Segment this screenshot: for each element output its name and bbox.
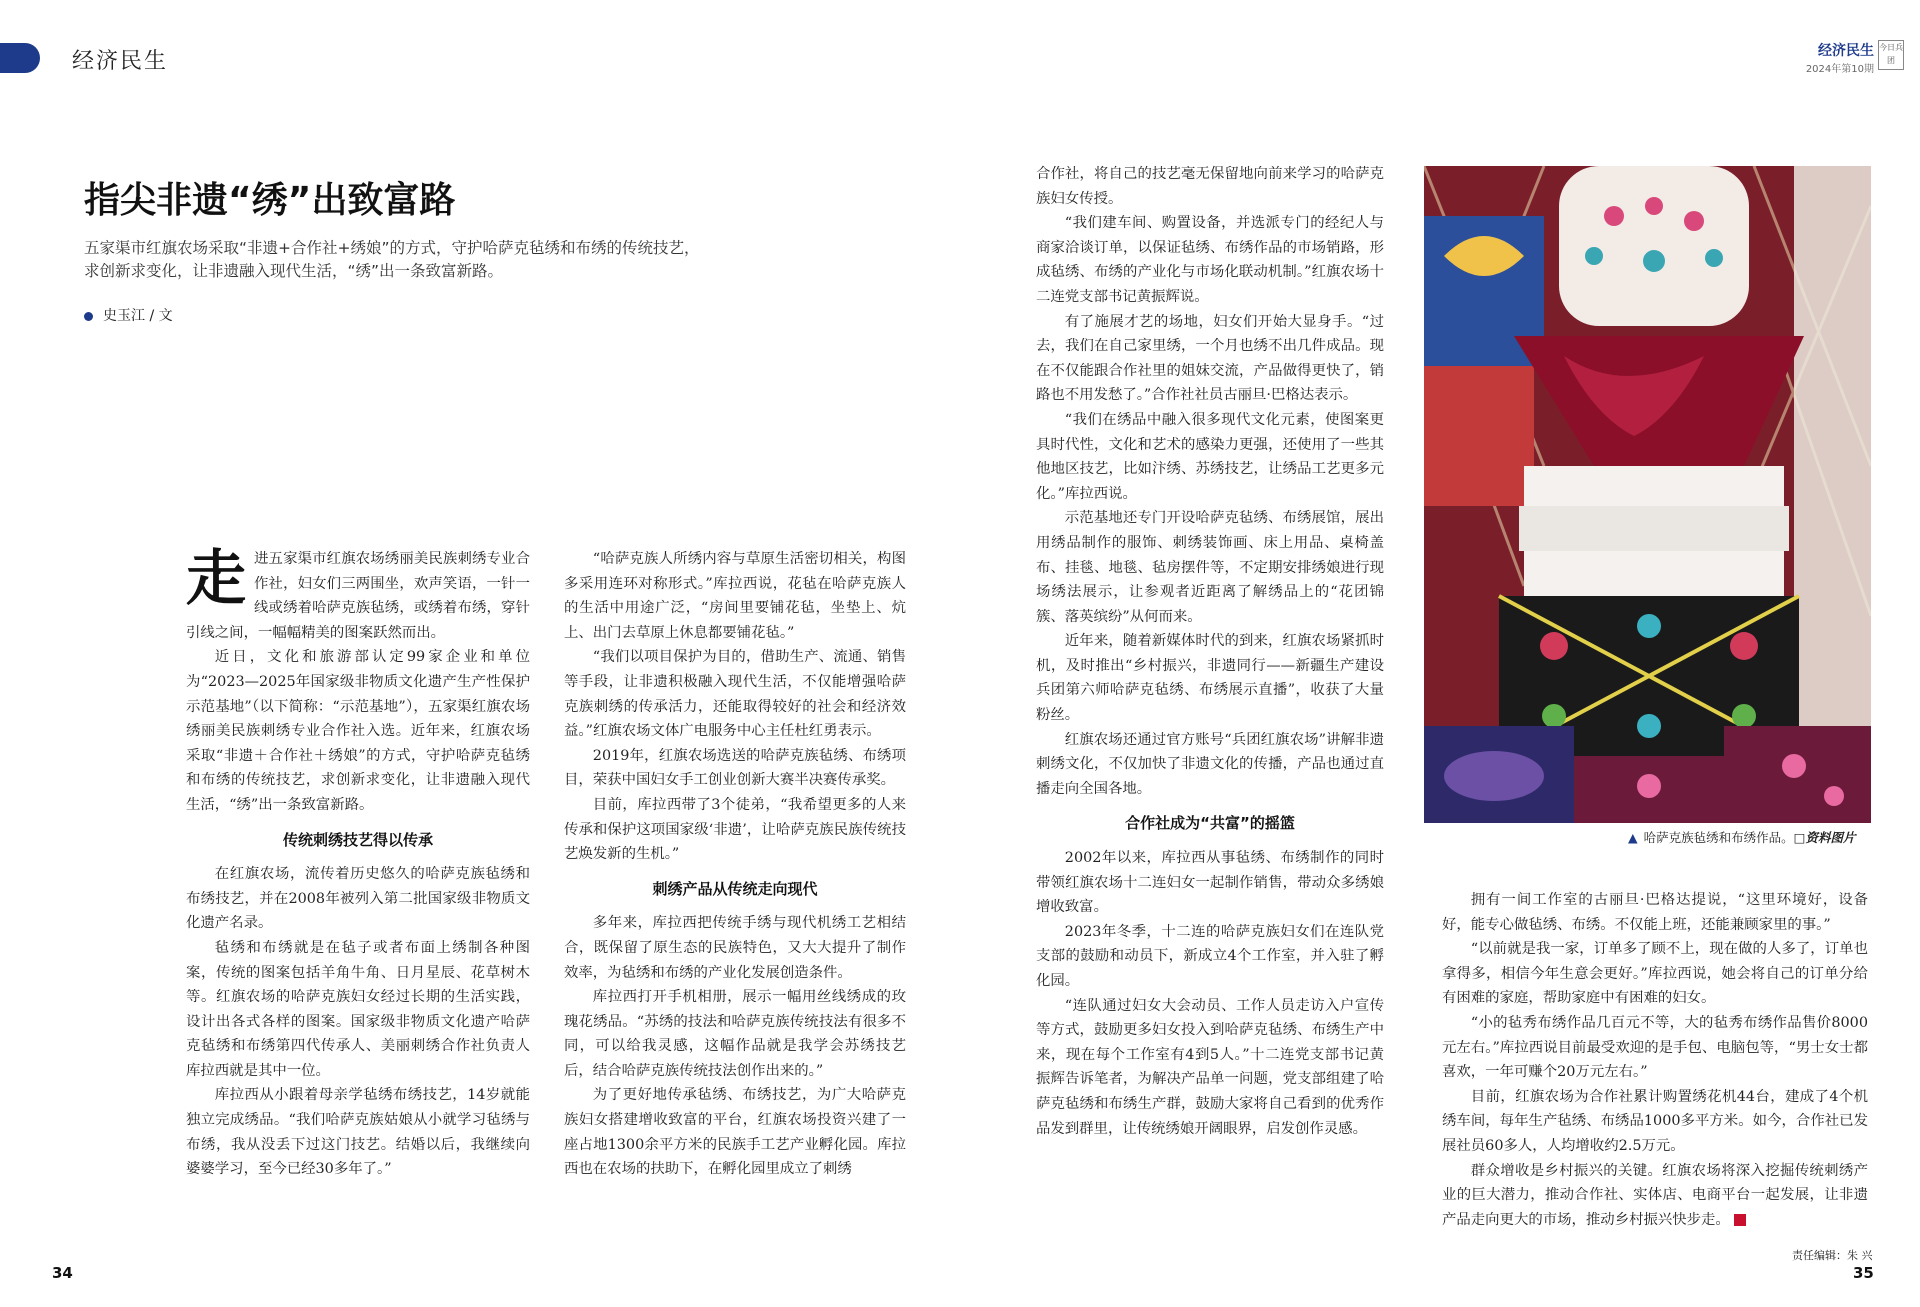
paragraph: 多年来，库拉西把传统手绣与现代机绣工艺相结合，既保留了原生态的民族特色，又大大提升了制作效率，为毡绣和布绣的产业化发展创造条件。: [564, 915, 906, 981]
issue-label: 2024年第10期: [1805, 64, 1874, 75]
paragraph: 拥有一间工作室的古丽旦·巴格达提说，“这里环境好，设备好，能专心做毡绣、布绣。不仅能上班，还能兼顾家里的事。”: [1442, 892, 1868, 933]
paragraph: 在红旗农场，流传着历史悠久的哈萨克族毡绣和布绣技艺，并在2008年被列入第二批国家级非物质文化遗产名录。: [186, 866, 530, 932]
running-header-title: 经济民生: [1818, 43, 1874, 59]
byline-dot-icon: [84, 312, 93, 321]
magazine-logo: 今日兵团: [1878, 40, 1904, 70]
paragraph: 有了施展才艺的场地，妇女们开始大显身手。“过去，我们在自己家里绣，一个月也绣不出几件成品。现在不仅能跟合作社里的姐妹交流，产品做得更快了，销路也不用发愁了。”合作社社员古丽旦·巴格达表示。: [1036, 313, 1384, 404]
column-1: [186, 544, 530, 1182]
end-mark-icon: [1734, 1214, 1746, 1226]
paragraph: 库拉西打开手机相册，展示一幅用丝线绣成的玫瑰花绣品。“苏绣的技法和哈萨克族传统技法有很多不同，可以给我灵感，这幅作品就是我学会苏绣技艺后，结合哈萨克族传统技法创作出来的。”: [564, 989, 906, 1079]
paragraph: “以前就是我一家，订单多了顾不上，现在做的人多了，订单也拿得多，相信今年生意会更好。”库拉西说，她会将自己的订单分给有困难的家庭，帮助家庭中有困难的妇女。: [1442, 941, 1868, 1007]
photo-caption: ▲ 哈萨克族毡绣和布绣作品。□资料图片: [1628, 830, 1856, 845]
page-number-left: 34: [52, 1264, 73, 1282]
paragraph: 目前，库拉西带了3个徒弟，“我希望更多的人来传承和保护这项国家级‘非遗’，让哈萨克族民族传统技艺焕发新的生机。”: [564, 796, 906, 863]
paragraph: 目前，红旗农场为合作社累计购置绣花机44台，建成了4个机绣车间，每年生产毡绣、布绣品1000多平方米。如今，合作社已发展社员60多人，人均增收约2.5万元。: [1442, 1088, 1868, 1154]
paragraph: “我们建车间、购置设备，并选派专门的经纪人与商家洽谈订单，以保证毡绣、布绣作品的市场销路，形成毡绣、布绣的产业化与市场化联动机制。”红旗农场十二连党支部书记黄振辉说。: [1036, 215, 1384, 305]
byline-text: 史玉江 / 文: [103, 308, 173, 324]
section-title-left: 经济民生: [72, 49, 169, 74]
paragraph: 毡绣和布绣就是在毡子或者布面上绣制各种图案，传统的图案包括羊角牛角、日月星辰、花草树木等。红旗农场的哈萨克族妇女经过长期的生活实践，设计出各式各样的图案。国家级非物质文化遗产哈萨克毡绣和布绣第四代传承人、美丽刺绣合作社负责人库拉西就是其中一位。: [186, 939, 530, 1079]
column-2: [564, 547, 906, 1182]
paragraph: 走进五家渠市红旗农场绣丽美民族刺绣专业合作社，妇女们三两围坐，欢声笑语，一针一线或绣着哈萨克族毡绣，或绣着布绣，穿针引线之间，一幅幅精美的图案跃然而出。: [186, 544, 530, 641]
byline: [84, 305, 173, 325]
paragraph: 2019年，红旗农场选送的哈萨克族毡绣、布绣项目，荣获中国妇女手工创业创新大赛半决赛传承奖。: [564, 747, 906, 789]
paragraph: 群众增收是乡村振兴的关键。红旗农场将深入挖掘传统刺绣产业的巨大潜力，推动合作社、实体店、电商平台一起发展，让非遗产品走向更大的市场，推动乡村振兴快步走。: [1442, 1162, 1868, 1228]
paragraph: “我们在绣品中融入很多现代文化元素，使图案更具时代性，文化和艺术的感染力更强，还使用了一些其他地区技艺，比如汴绣、苏绣技艺，让绣品工艺更多元化。”库拉西说。: [1036, 411, 1384, 502]
paragraph: 库拉西从小跟着母亲学毡绣布绣技艺，14岁就能独立完成绣品。“我们哈萨克族姑娘从小就学习毡绣与布绣，我从没丢下过这门技艺。结婚以后，我继续向婆婆学习，至今已经30多年了。”: [186, 1087, 530, 1178]
paragraph: 示范基地还专门开设哈萨克毡绣、布绣展馆，展出用绣品制作的服饰、刺绣装饰画、床上用品、桌椅盖布、挂毯、地毯、毡房摆件等，不定期安排绣娘进行现场绣法展示，让参观者近距离了解绣品上的“花团锦簇、落英缤纷”从何而来。: [1036, 510, 1384, 625]
article-lead: 五家渠市红旗农场采取“非遗+合作社+绣娘”的方式，守护哈萨克毡绣和布绣的传统技艺，求创新求变化，让非遗融入现代生活，“绣”出一条致富新路。: [84, 239, 700, 280]
article-title: 指尖非遗“绣”出致富路: [84, 180, 456, 221]
subheading: 传统刺绣技艺得以传承: [282, 830, 433, 849]
running-header-right: [1805, 40, 1903, 75]
paragraph: 红旗农场还通过官方账号“兵团红旗农场”讲解非遗刺绣文化，不仅加快了非遗文化的传播，产品也通过直播走向全国各地。: [1036, 731, 1384, 797]
paragraph: 近年来，随着新媒体时代的到来，红旗农场紧抓时机，及时推出“乡村振兴，非遗同行——新疆生产建设兵团第六师哈萨克毡绣、布绣展示直播”，收获了大量粉丝。: [1036, 633, 1384, 724]
paragraph: 近日，文化和旅游部认定99家企业和单位为“2023—2025年国家级非物质文化遗产生产性保护示范基地”（以下简称：“示范基地”），五家渠红旗农场绣丽美民族刺绣专业合作社入选。近年来，红旗农场采取“非遗＋合作社＋绣娘”的方式，守护哈萨克毡绣和布绣的传统技艺，求创新求变化，让非遗融入现代生活，“绣”出一条致富新路。: [186, 649, 530, 813]
embroidery-photo: [1424, 166, 1871, 823]
paragraph: 2023年冬季，十二连的哈萨克族妇女们在连队党支部的鼓励和动员下，新成立4个工作室，并入驻了孵化园。: [1036, 923, 1384, 989]
section-tab-marker: [0, 43, 40, 73]
responsible-editor: 责任编辑：朱 兴: [1792, 1249, 1873, 1262]
caption-triangle-icon: ▲: [1628, 830, 1638, 845]
paragraph: “连队通过妇女大会动员、工作人员走访入户宣传等方式，鼓励更多妇女投入到哈萨克毡绣、布绣生产中来，现在每个工作室有4到5人。”十二连党支部书记黄振辉告诉笔者，为解决产品单一问题，党支部组建了哈萨克毡绣和布绣生产群，鼓励大家将自己看到的优秀作品发到群里，让传统绣娘开阔眼界，启发创作灵感。: [1036, 997, 1384, 1137]
column-4: [1442, 888, 1868, 1232]
paragraph: “小的毡秀布绣作品几百元不等，大的毡秀布绣作品售价8000元左右。”库拉西说目前最受欢迎的是手包、电脑包等，“男士女士都喜欢，一年可赚个20万元左右。”: [1442, 1014, 1868, 1081]
paragraph: 2002年以来，库拉西从事毡绣、布绣制作的同时带领红旗农场十二连妇女一起制作销售，带动众多绣娘增收致富。: [1036, 850, 1384, 916]
paragraph: “哈萨克族人所绣内容与草原生活密切相关，构图多采用连环对称形式。”库拉西说，花毡在哈萨克族人的生活中用途广泛，“房间里要铺花毡，坐垫上、炕上、出门去草原上休息都要铺花毡。”: [564, 551, 906, 641]
paragraph: 为了更好地传承毡绣、布绣技艺，为广大哈萨克族妇女搭建增收致富的平台，红旗农场投资兴建了一座占地1300余平方米的民族手工艺产业孵化园。库拉西也在农场的扶助下，在孵化园里成立了刺绣: [564, 1087, 906, 1178]
photo-source: □资料图片: [1793, 830, 1856, 845]
paragraph: “我们以项目保护为目的，借助生产、流通、销售等手段，让非遗积极融入现代生活，不仅能增强哈萨克族刺绣的传承活力，还能取得较好的社会和经济效益。”红旗农场文体广电服务中心主任杜红勇表示。: [564, 649, 906, 740]
paragraph: 合作社，将自己的技艺毫无保留地向前来学习的哈萨克族妇女传授。: [1036, 166, 1384, 207]
subheading: 合作社成为“共富”的摇篮: [1125, 814, 1295, 833]
subheading: 刺绣产品从传统走向现代: [652, 879, 818, 898]
column-3: [1036, 162, 1384, 1141]
drop-cap: 走: [186, 544, 246, 614]
page-number-right: 35: [1853, 1264, 1874, 1282]
